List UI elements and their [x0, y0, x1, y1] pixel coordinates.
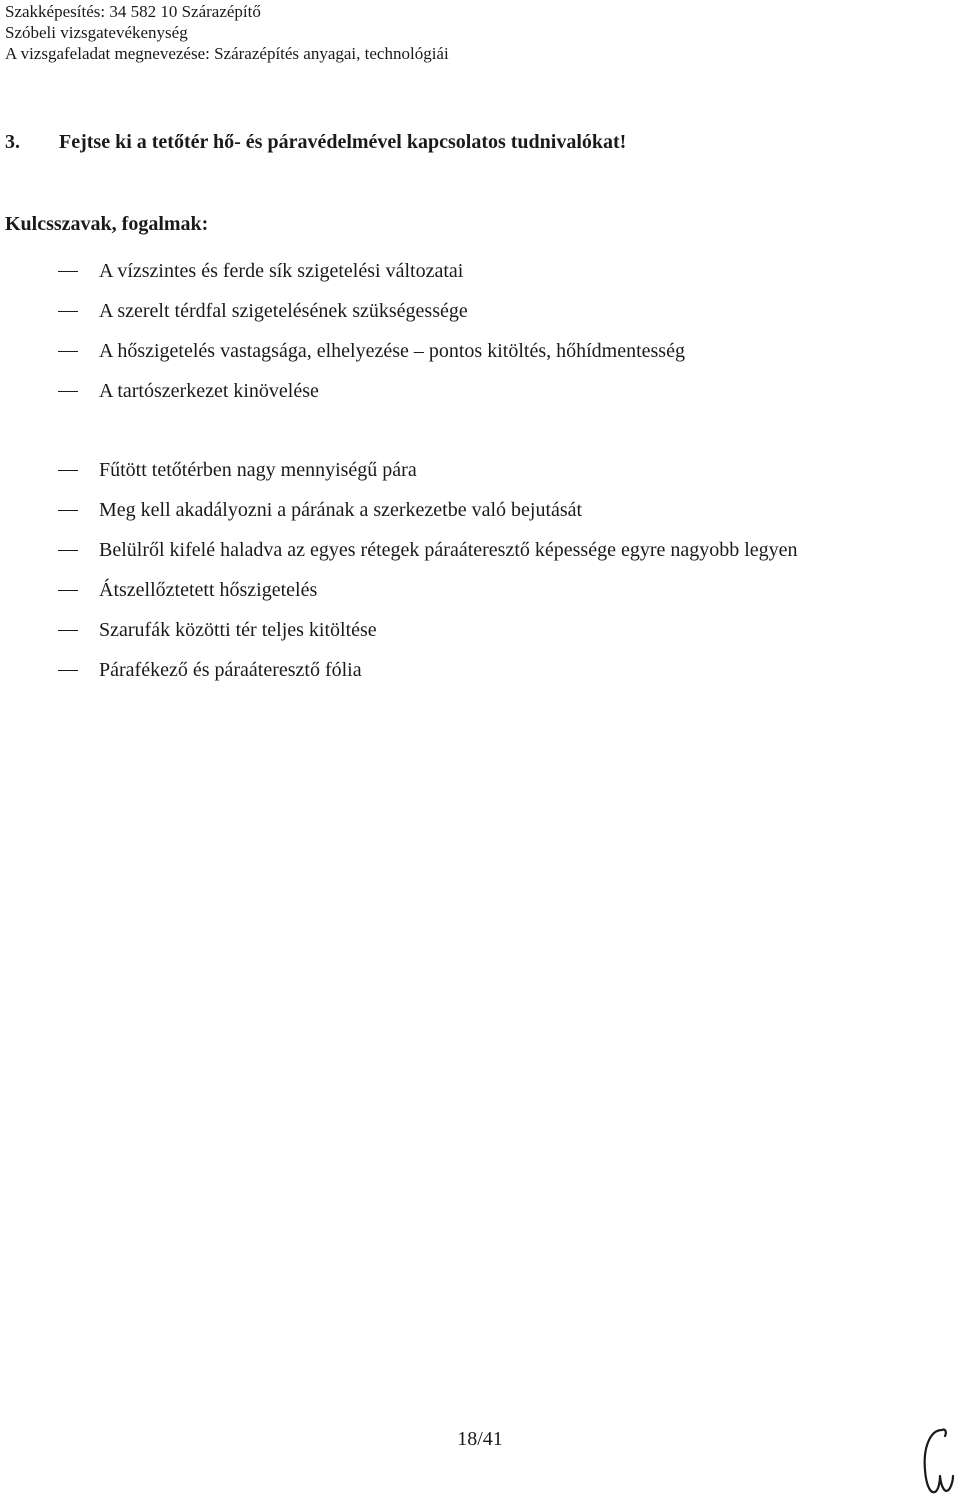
list-item: Párafékező és páraáteresztő fólia: [58, 650, 874, 690]
list-item: Átszellőztetett hőszigetelés: [58, 570, 874, 610]
dash-bullet: [58, 630, 78, 631]
list-item: A hőszigetelés vastagsága, elhelyezése – pontos kitöltés, hőhídmentesség: [58, 331, 874, 371]
dash-bullet: [58, 311, 78, 312]
question-heading: [5, 131, 626, 154]
page-header: [5, 1, 449, 64]
dash-bullet: [58, 351, 78, 352]
question-text: Fejtse ki a tetőtér hő- és páravédelmével kapcsolatos tudnivalókat!: [59, 131, 627, 153]
list-item: A vízszintes és ferde sík szigetelési változatai: [58, 251, 874, 291]
dash-bullet: [58, 590, 78, 591]
signature-icon: [918, 1422, 956, 1500]
keyword-list-1: [58, 251, 874, 411]
header-task-name: A vizsgafeladat megnevezése: Szárazépítés anyagai, technológiái: [5, 44, 449, 63]
header-exam-activity: Szóbeli vizsgatevékenység: [5, 23, 188, 42]
page-number: 18/41: [457, 1428, 503, 1450]
list-item: Belülről kifelé haladva az egyes rétegek páraáteresztő képessége egyre nagyobb legyen: [58, 530, 874, 570]
list-item: A szerelt térdfal szigetelésének szükségessége: [58, 291, 874, 331]
list-item: Fűtött tetőtérben nagy mennyiségű pára: [58, 450, 874, 490]
list-item: Szarufák közötti tér teljes kitöltése: [58, 610, 874, 650]
list-item: A tartószerkezet kinövelése: [58, 371, 874, 411]
dash-bullet: [58, 670, 78, 671]
dash-bullet: [58, 550, 78, 551]
dash-bullet: [58, 470, 78, 471]
list-item: Meg kell akadályozni a párának a szerkezetbe való bejutását: [58, 490, 874, 530]
keywords-title: Kulcsszavak, fogalmak:: [5, 213, 209, 235]
question-number: 3.: [5, 131, 20, 153]
dash-bullet: [58, 510, 78, 511]
dash-bullet: [58, 271, 78, 272]
header-qualification: Szakképesítés: 34 582 10 Szárazépítő: [5, 2, 261, 21]
dash-bullet: [58, 391, 78, 392]
keyword-list-2: [58, 450, 874, 690]
